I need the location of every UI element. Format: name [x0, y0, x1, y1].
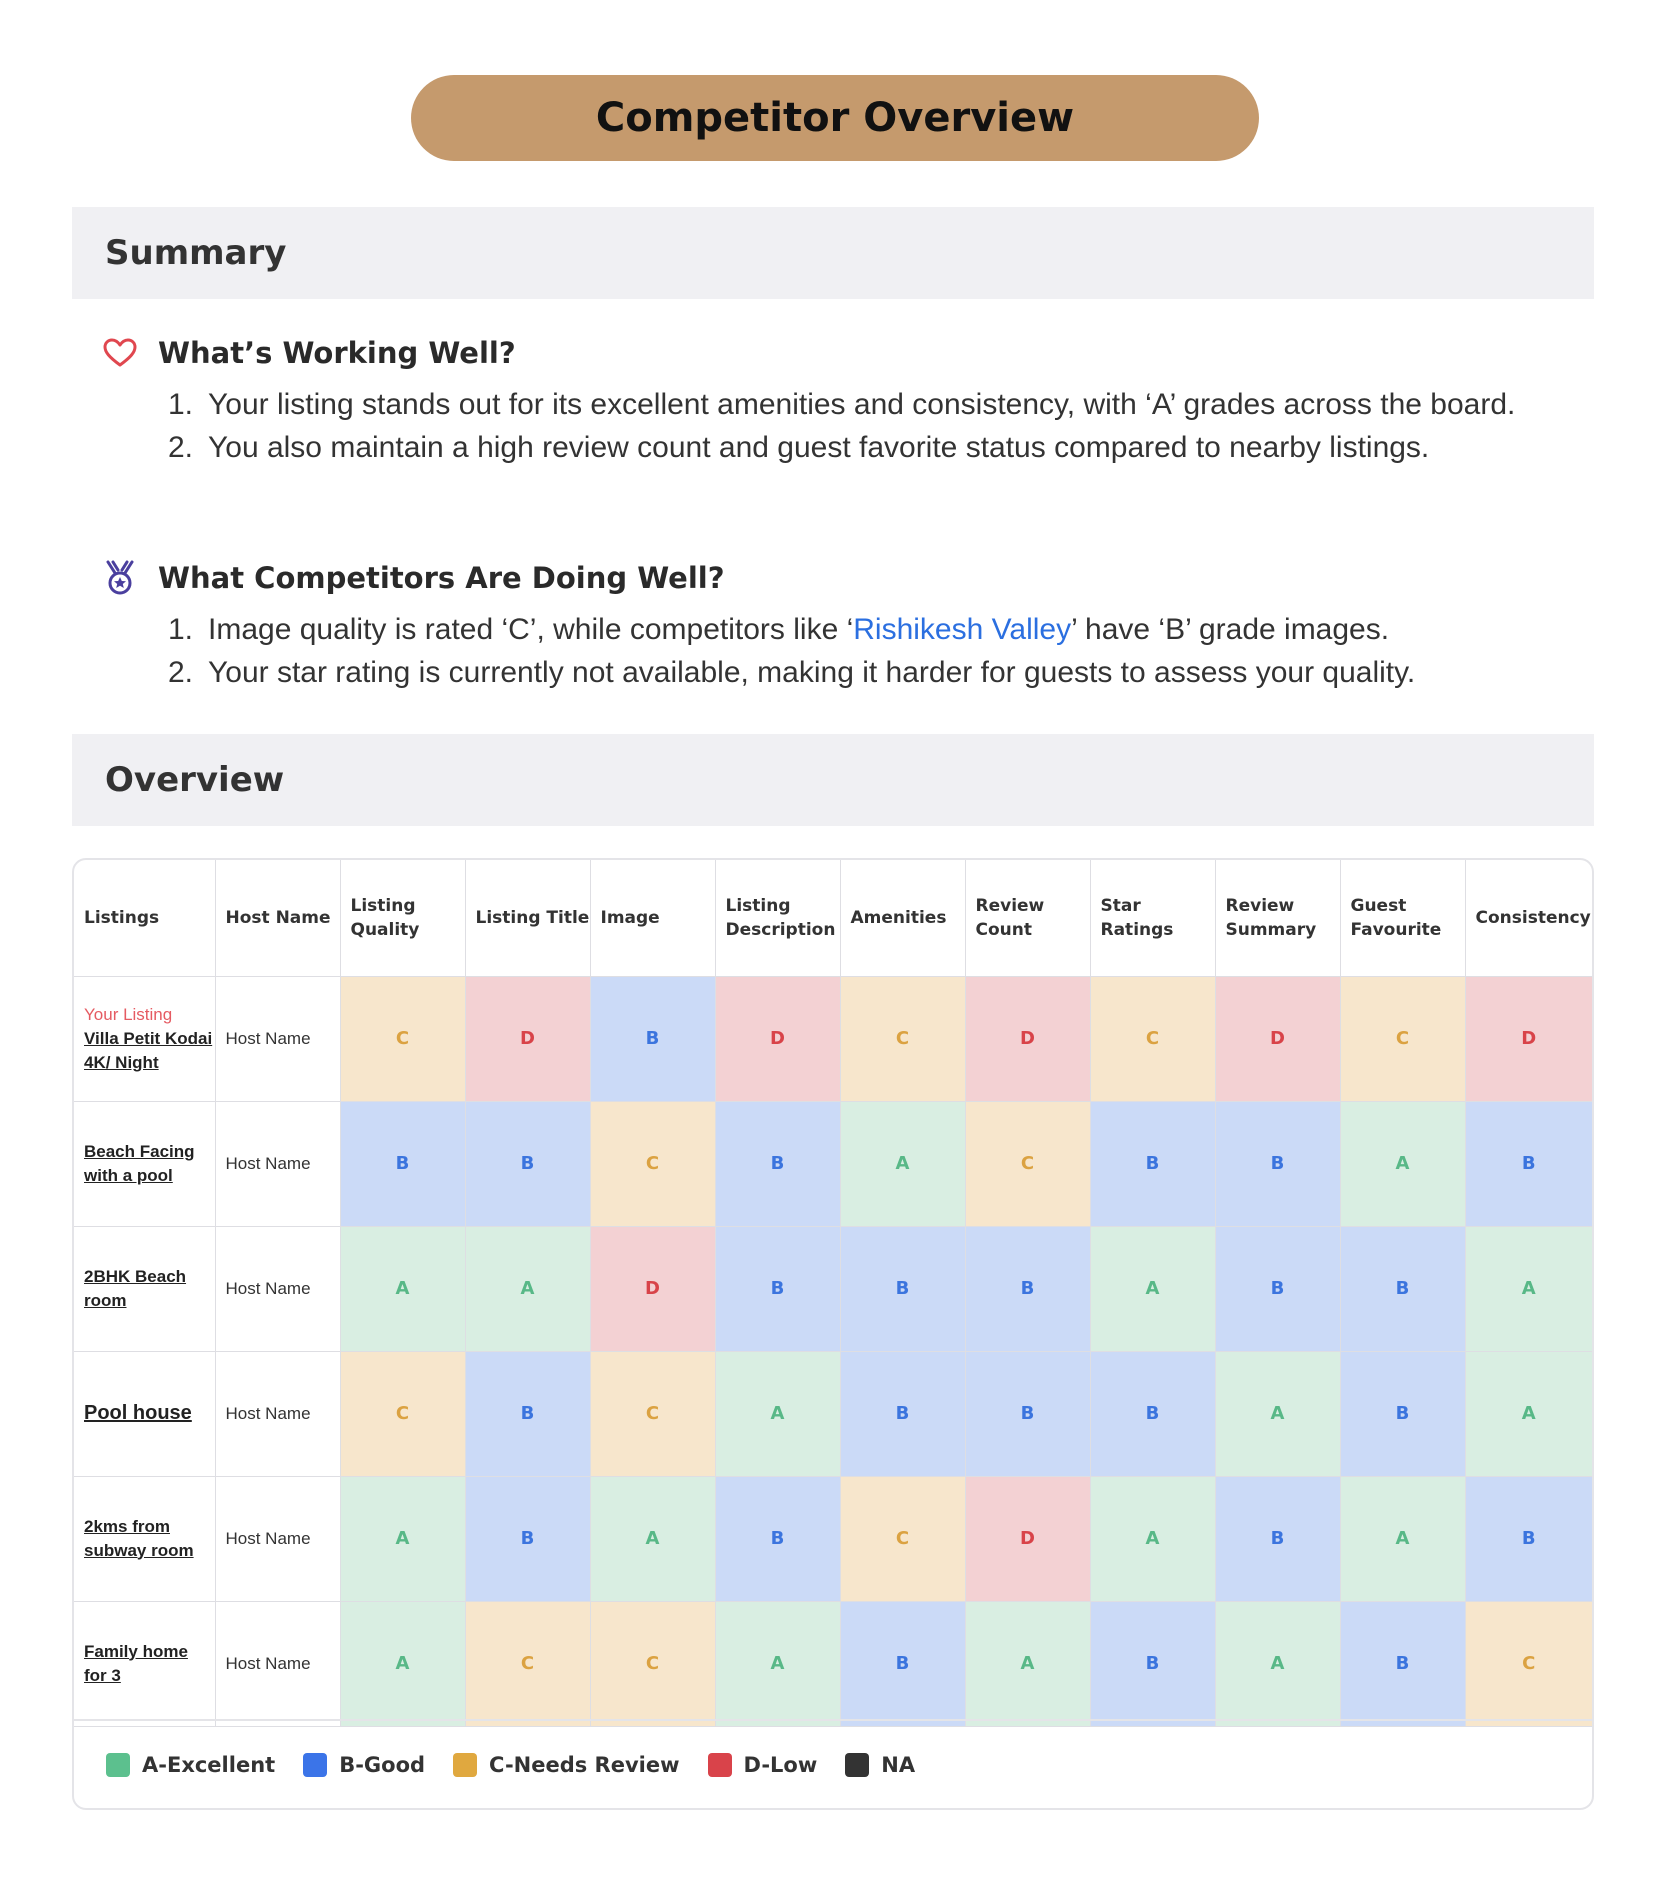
overview-table-card — [72, 858, 1594, 1810]
grade-cell-amenities: C — [840, 1476, 965, 1601]
list-item: 1. Image quality is rated ‘C’, while competitors like ‘Rishikesh Valley’ have ‘B’ grade images. — [168, 613, 1390, 646]
host-name-cell: Host Name — [215, 1601, 340, 1726]
legend-swatch-icon — [453, 1753, 477, 1777]
legend-item-a-excellent — [106, 1753, 275, 1777]
grade-cell-review-summary: B — [1215, 1226, 1340, 1351]
grade-cell-image: C — [590, 1351, 715, 1476]
grade-cell-listing-quality: A — [340, 1476, 465, 1601]
table-row — [74, 1476, 1592, 1601]
listing-cell — [74, 1226, 215, 1351]
grade-cell-listing-title: A — [465, 1226, 590, 1351]
grade-cell-guest-favourite: B — [1340, 1351, 1465, 1476]
grade-cell-amenities: B — [840, 1351, 965, 1476]
legend-label: D-Low — [743, 1752, 818, 1777]
grade-cell-star-ratings: A — [1090, 1476, 1215, 1601]
grade-cell-consistency: B — [1465, 1476, 1592, 1601]
grade-cell-review-summary: A — [1215, 1601, 1340, 1726]
grade-cell-consistency: D — [1465, 976, 1592, 1101]
grade-cell-star-ratings: A — [1090, 1226, 1215, 1351]
column-header-listing-quality: Listing Quality — [340, 860, 465, 976]
working-well-section — [102, 333, 1562, 469]
overview-heading: Overview — [72, 734, 1594, 826]
listing-cell — [74, 976, 215, 1101]
grade-cell-listing-description: B — [715, 1101, 840, 1226]
listing-cell — [74, 1476, 215, 1601]
listing-link[interactable]: Family home for 3 — [84, 1641, 188, 1685]
your-listing-label: Your Listing — [84, 1004, 173, 1024]
listing-link[interactable]: 2kms from subway room — [84, 1516, 194, 1560]
grade-cell-consistency: A — [1465, 1226, 1592, 1351]
grade-cell-review-count: C — [965, 1101, 1090, 1226]
grade-cell-star-ratings: B — [1090, 1601, 1215, 1726]
table-row — [74, 1226, 1592, 1351]
column-header-consistency: Consistency — [1465, 860, 1592, 976]
grade-cell-guest-favourite: B — [1340, 1601, 1465, 1726]
grade-cell-listing-title: B — [465, 1351, 590, 1476]
grade-cell-image: A — [590, 1476, 715, 1601]
grade-cell-image: D — [590, 1226, 715, 1351]
legend-item-c-needs-review — [453, 1753, 679, 1777]
listing-cell — [74, 1351, 215, 1476]
grade-cell-listing-title: B — [465, 1101, 590, 1226]
column-header-star-ratings: Star Ratings — [1090, 860, 1215, 976]
column-header-review-count: Review Count — [965, 860, 1090, 976]
listing-cell — [74, 1601, 215, 1726]
grade-cell-review-summary: D — [1215, 976, 1340, 1101]
grade-cell-listing-title: B — [465, 1476, 590, 1601]
host-name-cell: Host Name — [215, 1476, 340, 1601]
grade-legend — [74, 1719, 1592, 1808]
grade-cell-review-summary: B — [1215, 1476, 1340, 1601]
grade-cell-review-summary: B — [1215, 1101, 1340, 1226]
listing-cell — [74, 1101, 215, 1226]
legend-swatch-icon — [708, 1753, 732, 1777]
table-row — [74, 976, 1592, 1101]
grade-cell-review-count: B — [965, 1226, 1090, 1351]
medal-icon — [102, 560, 138, 596]
grade-cell-listing-quality: A — [340, 1226, 465, 1351]
list-item: 1. Your listing stands out for its excellent amenities and consistency, with ‘A’ grades across the board. — [168, 388, 1516, 421]
grade-cell-guest-favourite: B — [1340, 1226, 1465, 1351]
grade-cell-listing-description: A — [715, 1351, 840, 1476]
legend-swatch-icon — [106, 1753, 130, 1777]
grade-cell-review-count: B — [965, 1351, 1090, 1476]
legend-swatch-icon — [303, 1753, 327, 1777]
table-header-row — [74, 860, 1592, 976]
grade-cell-review-count: D — [965, 976, 1090, 1101]
grade-cell-guest-favourite: C — [1340, 976, 1465, 1101]
grade-cell-amenities: B — [840, 1601, 965, 1726]
grade-cell-image: C — [590, 1101, 715, 1226]
legend-label: A-Excellent — [142, 1752, 276, 1777]
grade-cell-image: B — [590, 976, 715, 1101]
competitors-section — [102, 558, 1562, 694]
legend-swatch-icon — [845, 1753, 869, 1777]
table-row — [74, 1351, 1592, 1476]
grade-cell-amenities: A — [840, 1101, 965, 1226]
grade-cell-review-count: D — [965, 1476, 1090, 1601]
grade-cell-listing-quality: C — [340, 1351, 465, 1476]
grade-cell-listing-quality: C — [340, 976, 465, 1101]
grade-cell-image: C — [590, 1601, 715, 1726]
grade-cell-consistency: A — [1465, 1351, 1592, 1476]
grade-cell-guest-favourite: A — [1340, 1101, 1465, 1226]
host-name-cell: Host Name — [215, 1101, 340, 1226]
legend-label: NA — [881, 1752, 916, 1777]
grade-cell-listing-description: A — [715, 1601, 840, 1726]
grade-cell-listing-description: B — [715, 1476, 840, 1601]
grade-cell-consistency: C — [1465, 1601, 1592, 1726]
listing-link[interactable]: Pool house — [84, 1402, 192, 1424]
competitor-link[interactable]: Rishikesh Valley — [853, 613, 1072, 646]
table-row — [74, 1101, 1592, 1226]
overview-table — [74, 860, 1592, 1727]
listing-link[interactable]: Villa Petit Kodai 4K/ Night — [84, 1028, 213, 1072]
legend-label: B-Good — [339, 1752, 426, 1777]
grade-cell-star-ratings: B — [1090, 1351, 1215, 1476]
column-header-listings: Listings — [74, 860, 215, 976]
host-name-cell: Host Name — [215, 1351, 340, 1476]
legend-item-na — [845, 1753, 915, 1777]
grade-cell-consistency: B — [1465, 1101, 1592, 1226]
host-name-cell: Host Name — [215, 1226, 340, 1351]
grade-cell-listing-title: D — [465, 976, 590, 1101]
working-well-heading: What’s Working Well? — [158, 336, 516, 370]
grade-cell-star-ratings: C — [1090, 976, 1215, 1101]
column-header-review-summary: Review Summary — [1215, 860, 1340, 976]
column-header-amenities: Amenities — [840, 860, 965, 976]
listing-link[interactable]: Beach Facing with a pool — [84, 1141, 195, 1185]
grade-cell-guest-favourite: A — [1340, 1476, 1465, 1601]
grade-cell-listing-quality: A — [340, 1601, 465, 1726]
grade-cell-listing-quality: B — [340, 1101, 465, 1226]
competitors-heading: What Competitors Are Doing Well? — [158, 561, 725, 595]
grade-cell-listing-description: D — [715, 976, 840, 1101]
table-row — [74, 1601, 1592, 1726]
list-item: 2. Your star rating is currently not available, making it harder for guests to assess your quality. — [168, 656, 1416, 689]
legend-item-b-good — [303, 1753, 425, 1777]
host-name-cell: Host Name — [215, 976, 340, 1101]
heart-icon — [102, 335, 138, 371]
column-header-image: Image — [590, 860, 715, 976]
grade-cell-review-summary: A — [1215, 1351, 1340, 1476]
listing-link[interactable]: 2BHK Beach room — [84, 1266, 187, 1310]
grade-cell-amenities: B — [840, 1226, 965, 1351]
summary-heading: Summary — [72, 207, 1594, 299]
legend-item-d-low — [708, 1753, 818, 1777]
grade-cell-listing-title: C — [465, 1601, 590, 1726]
legend-label: C-Needs Review — [489, 1752, 680, 1777]
list-item: 2. You also maintain a high review count and guest favorite status compared to nearby listings. — [168, 431, 1430, 464]
column-header-listing-title: Listing Title — [465, 860, 590, 976]
grade-cell-amenities: C — [840, 976, 965, 1101]
grade-cell-listing-description: B — [715, 1226, 840, 1351]
grade-cell-star-ratings: B — [1090, 1101, 1215, 1226]
column-header-host-name: Host Name — [215, 860, 340, 976]
column-header-listing-description: Listing Description — [715, 860, 840, 976]
grade-cell-review-count: A — [965, 1601, 1090, 1726]
page-title: Competitor Overview — [411, 75, 1259, 161]
column-header-guest-favourite: Guest Favourite — [1340, 860, 1465, 976]
